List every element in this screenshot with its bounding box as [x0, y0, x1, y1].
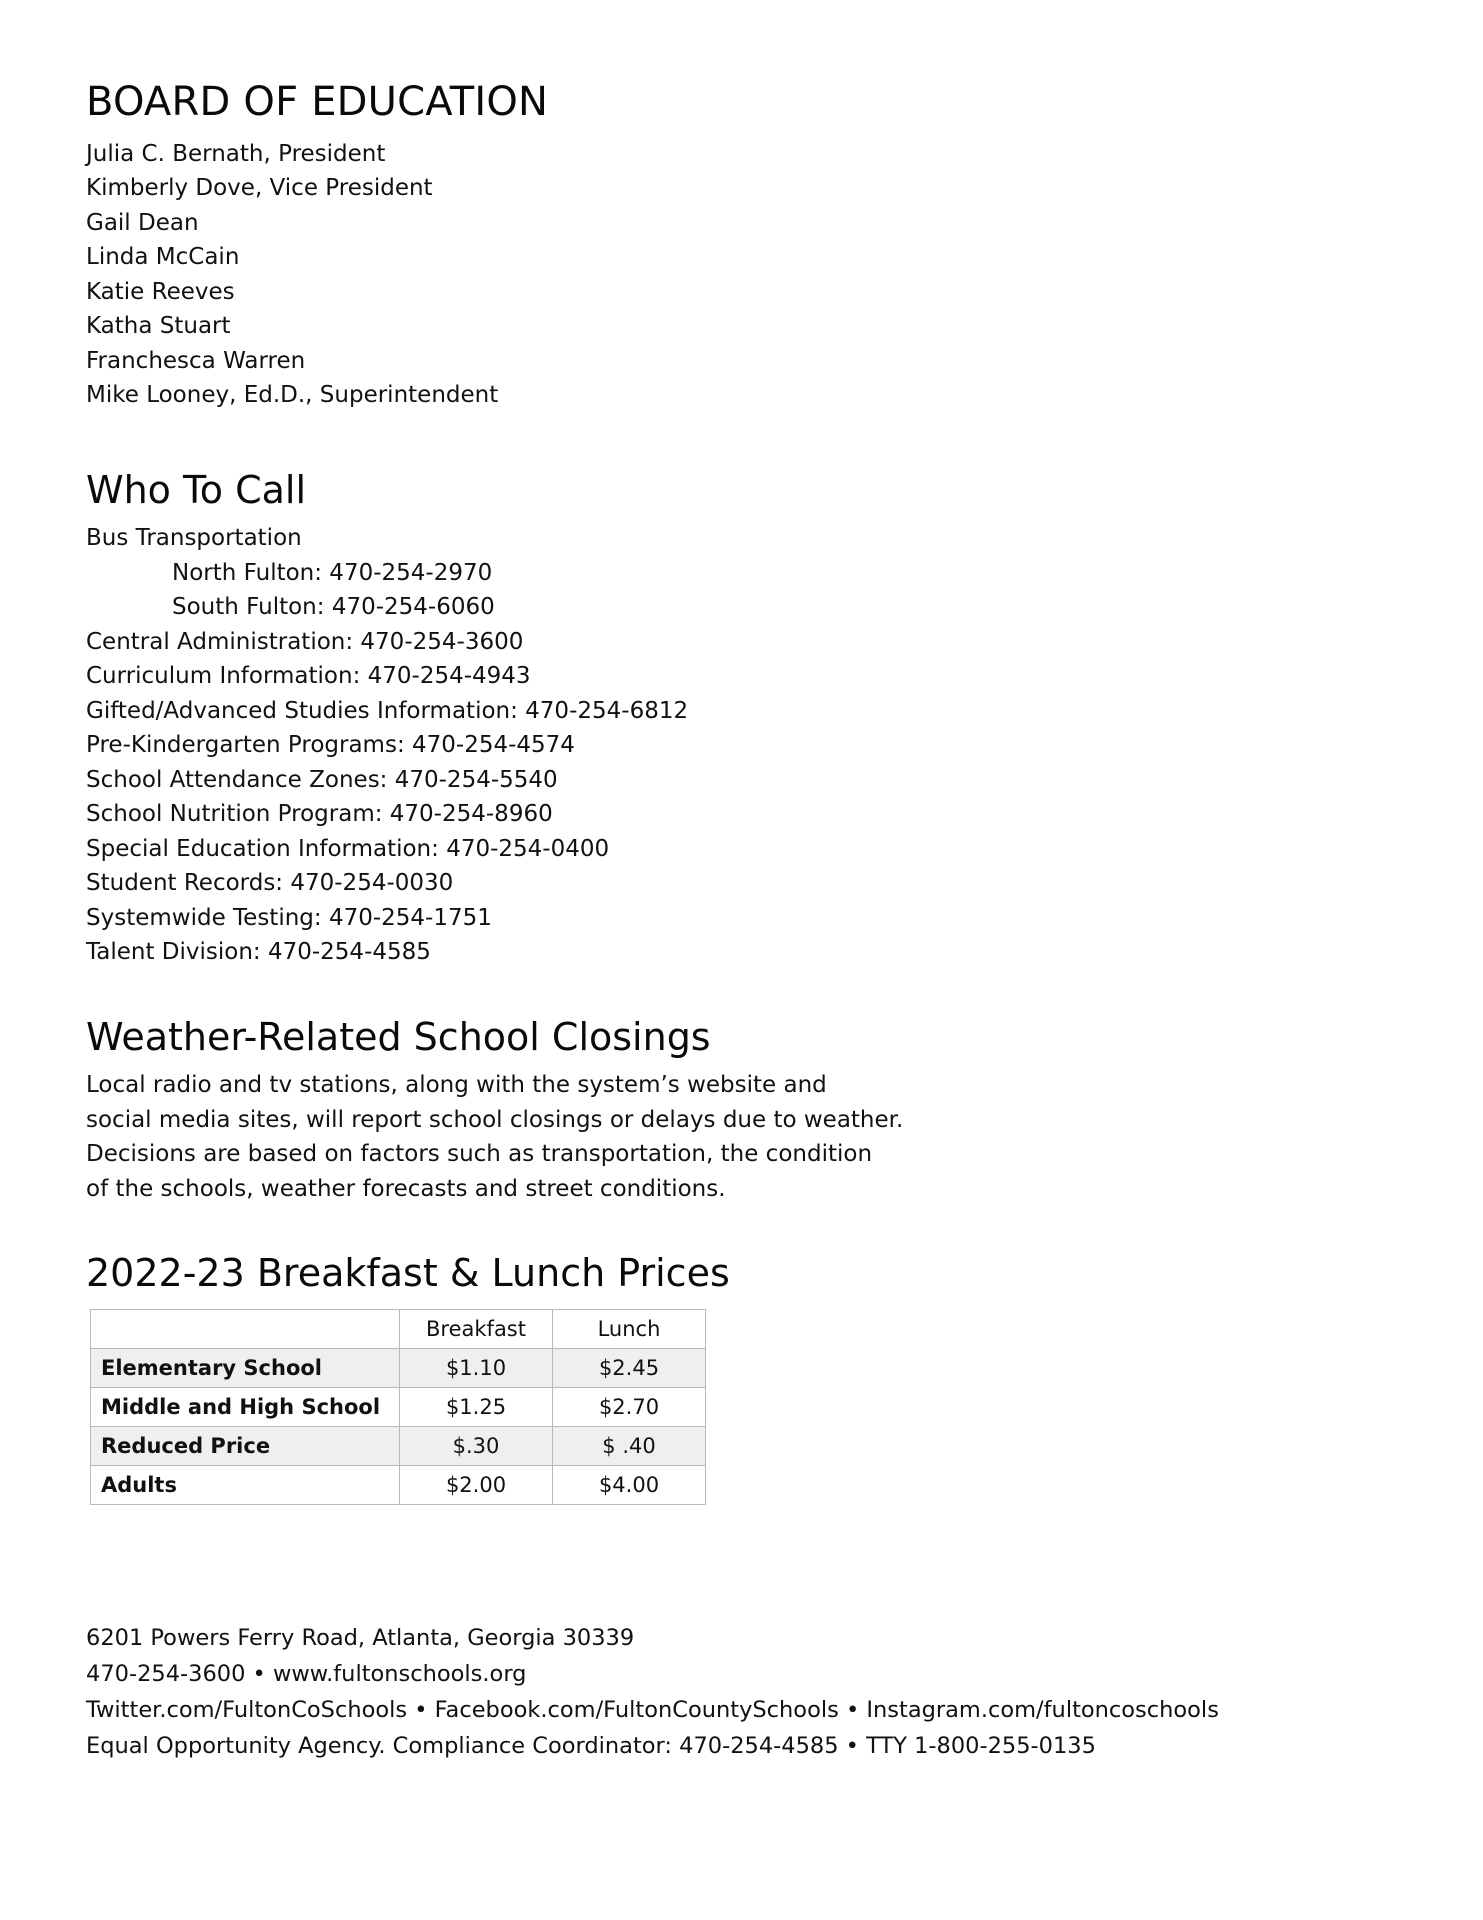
contact-entry: Pre-Kindergarten Programs: 470-254-4574 — [86, 732, 575, 759]
footer-address: 6201 Powers Ferry Road, Atlanta, Georgia 30339 — [86, 1625, 635, 1651]
contact-entry: North Fulton: 470-254-2970 — [172, 559, 493, 586]
board-member: Julia C. Bernath, President — [86, 140, 386, 167]
footer-compliance-notice: Equal Opportunity Agency. Compliance Coordinator: 470-254-4585 • TTY 1-800-255-0135 — [86, 1733, 1096, 1759]
who-to-call-heading: Who To Call — [86, 467, 307, 512]
board-member: Kimberly Dove, Vice President — [86, 175, 433, 202]
table-row — [91, 1426, 706, 1465]
paragraph-line: Decisions are based on factors such as transportation, the condition — [86, 1141, 873, 1168]
price-table — [90, 1309, 706, 1505]
weather-closings-paragraph — [86, 1068, 1266, 1206]
contact-entry: School Nutrition Program: 470-254-8960 — [86, 801, 553, 828]
contact-entry: Systemwide Testing: 470-254-1751 — [86, 904, 492, 931]
table-header-row — [91, 1309, 706, 1348]
lunch-price: $4.00 — [553, 1465, 706, 1504]
contact-entry: Curriculum Information: 470-254-4943 — [86, 663, 531, 690]
footer-phone-website: 470-254-3600 • www.fultonschools.org — [86, 1661, 527, 1687]
contact-entry: School Attendance Zones: 470-254-5540 — [86, 766, 558, 793]
paragraph-line: social media sites, will report school closings or delays due to weather. — [86, 1106, 904, 1133]
breakfast-price: $1.10 — [400, 1348, 553, 1387]
who-to-call-list — [86, 521, 1266, 970]
prices-section — [86, 1252, 1266, 1505]
lunch-price: $2.45 — [553, 1348, 706, 1387]
board-member: Linda McCain — [86, 244, 240, 271]
footer-social-links: Twitter.com/FultonCoSchools • Facebook.com/FultonCountySchools • Instagram.com/fultoncoschools — [86, 1697, 1219, 1723]
contact-entry: Special Education Information: 470-254-0400 — [86, 835, 610, 862]
breakfast-price: $1.25 — [400, 1387, 553, 1426]
row-label: Elementary School — [91, 1348, 400, 1387]
breakfast-price: $2.00 — [400, 1465, 553, 1504]
board-member: Franchesca Warren — [86, 347, 306, 374]
board-member: Katha Stuart — [86, 313, 231, 340]
contact-entry: South Fulton: 470-254-6060 — [172, 594, 495, 621]
contact-entry: Bus Transportation — [86, 525, 302, 552]
paragraph-line: of the schools, weather forecasts and street conditions. — [86, 1175, 726, 1202]
contact-entry: Student Records: 470-254-0030 — [86, 870, 454, 897]
lunch-price: $ .40 — [553, 1426, 706, 1465]
spacer — [86, 970, 1266, 1016]
board-of-education-heading: BOARD OF EDUCATION — [86, 79, 549, 125]
weather-closings-heading: Weather-Related School Closings — [86, 1014, 711, 1059]
who-to-call-section — [86, 469, 1266, 970]
contact-entry: Central Administration: 470-254-3600 — [86, 628, 524, 655]
column-header-blank — [91, 1309, 400, 1348]
board-member: Mike Looney, Ed.D., Superintendent — [86, 382, 499, 409]
column-header-lunch: Lunch — [553, 1309, 706, 1348]
table-row — [91, 1387, 706, 1426]
board-member-list — [86, 137, 1266, 413]
lunch-price: $2.70 — [553, 1387, 706, 1426]
price-table-header — [91, 1309, 706, 1348]
breakfast-price: $.30 — [400, 1426, 553, 1465]
column-header-breakfast: Breakfast — [400, 1309, 553, 1348]
board-member: Katie Reeves — [86, 278, 235, 305]
spacer — [86, 413, 1266, 469]
board-of-education-section — [86, 80, 1266, 413]
contact-entry: Gifted/Advanced Studies Information: 470-254-6812 — [86, 697, 689, 724]
contact-entry: Talent Division: 470-254-4585 — [86, 939, 431, 966]
table-row — [91, 1465, 706, 1504]
row-label: Reduced Price — [91, 1426, 400, 1465]
table-row — [91, 1348, 706, 1387]
prices-heading: 2022-23 Breakfast & Lunch Prices — [86, 1251, 730, 1296]
footer-contact-block — [86, 1620, 1406, 1764]
board-member: Gail Dean — [86, 209, 199, 236]
row-label: Middle and High School — [91, 1387, 400, 1426]
price-table-body — [91, 1348, 706, 1504]
spacer — [86, 1206, 1266, 1252]
row-label: Adults — [91, 1465, 400, 1504]
paragraph-line: Local radio and tv stations, along with the system’s website and — [86, 1072, 827, 1099]
document-page — [86, 80, 1266, 1505]
weather-closings-section — [86, 1016, 1266, 1207]
